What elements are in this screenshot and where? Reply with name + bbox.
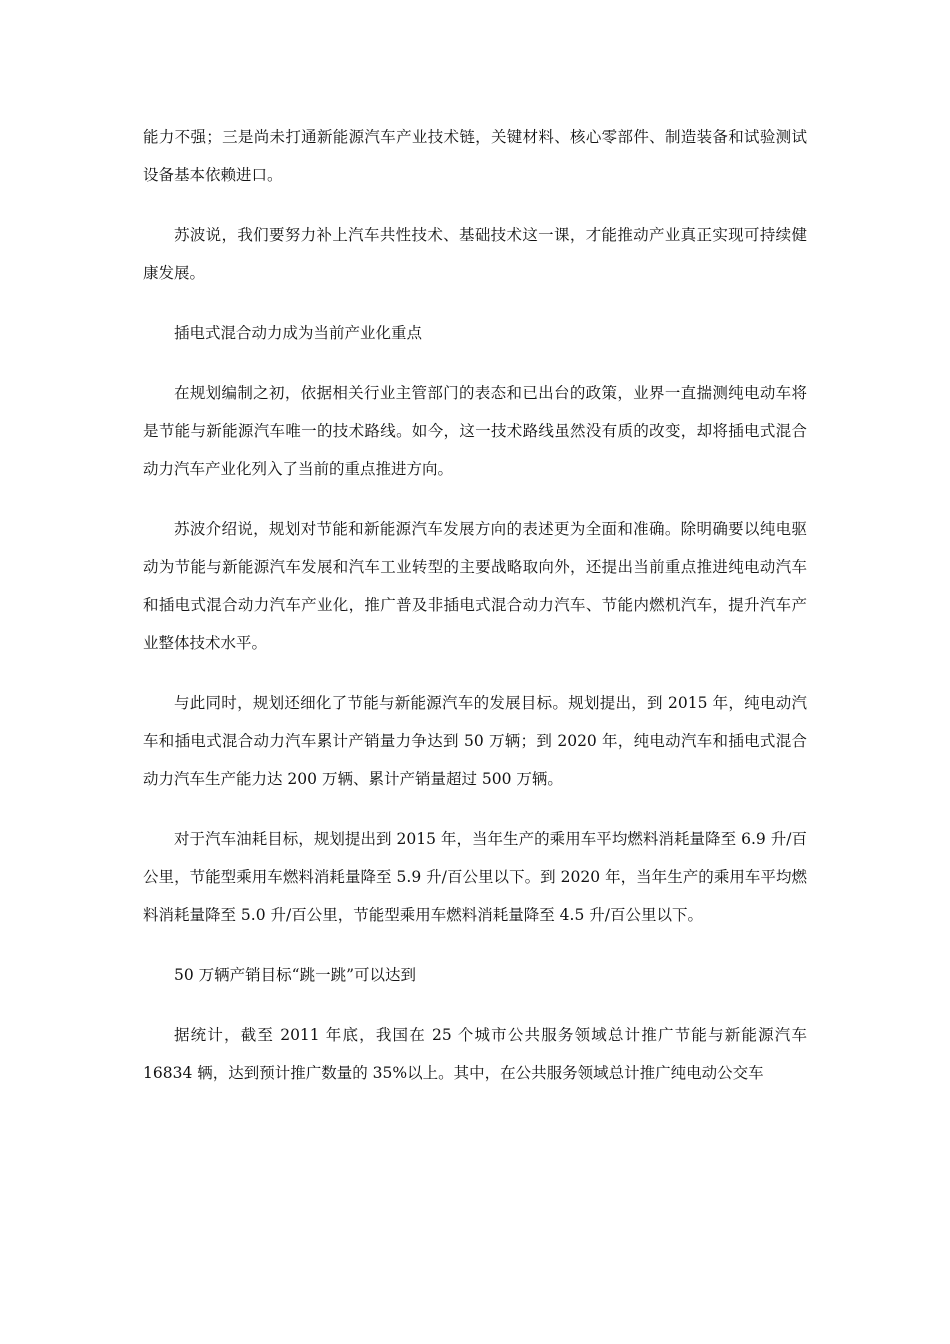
section-heading-2: 50 万辆产销目标“跳一跳”可以达到 xyxy=(174,966,416,984)
paragraph-7: 据统计，截至 2011 年底，我国在 25 个城市公共服务领域总计推广节能与新能源汽车 16834 辆，达到预计推广数量的 35%以上。其中，在公共服务领域总计推广纯电动公交车 xyxy=(143,1026,807,1082)
paragraph-3: 在规划编制之初，依据相关行业主管部门的表态和已出台的政策，业界一直揣测纯电动车将是节能与新能源汽车唯一的技术路线。如今，这一技术路线虽然没有质的改变，却将插电式混合动力汽车产业化列入了当前的重点推进方向。 xyxy=(143,384,807,478)
document-page xyxy=(143,118,807,1114)
paragraph-4: 苏波介绍说，规划对节能和新能源汽车发展方向的表述更为全面和准确。除明确要以纯电驱动为节能与新能源汽车发展和汽车工业转型的主要战略取向外，还提出当前重点推进纯电动汽车和插电式混合动力汽车产业化，推广普及非插电式混合动力汽车、节能内燃机汽车，提升汽车产业整体技术水平。 xyxy=(143,520,807,652)
section-heading-1: 插电式混合动力成为当前产业化重点 xyxy=(174,324,423,342)
paragraph-6: 对于汽车油耗目标，规划提出到 2015 年，当年生产的乘用车平均燃料消耗量降至 6.9 升/百公里，节能型乘用车燃料消耗量降至 5.9 升/百公里以下。到 2020 年，当年生产的乘用车平均燃料消耗量降至 5.0 升/百公里，节能型乘用车燃料消耗量降至 4.5 升/百公里以下。 xyxy=(143,830,807,924)
paragraph-2: 苏波说，我们要努力补上汽车共性技术、基础技术这一课，才能推动产业真正实现可持续健康发展。 xyxy=(143,226,807,282)
paragraph-5: 与此同时，规划还细化了节能与新能源汽车的发展目标。规划提出，到 2015 年，纯电动汽车和插电式混合动力汽车累计产销量力争达到 50 万辆；到 2020 年，纯电动汽车和插电式混合动力汽车生产能力达 200 万辆、累计产销量超过 500 万辆。 xyxy=(143,694,807,788)
paragraph-1: 能力不强；三是尚未打通新能源汽车产业技术链，关键材料、核心零部件、制造装备和试验测试设备基本依赖进口。 xyxy=(143,128,807,184)
